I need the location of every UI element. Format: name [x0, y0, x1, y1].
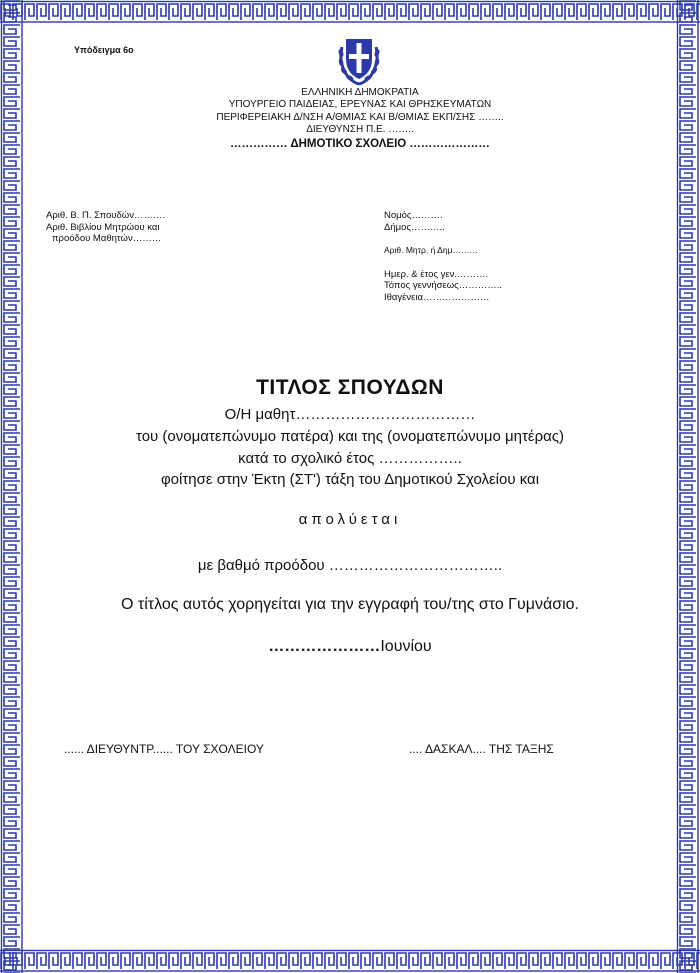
- prefecture-field: Νομός……….: [384, 210, 443, 221]
- country-name: ΕΛΛΗΝΙΚΗ ΔΗΜΟΚΡΑΤΙΑ: [301, 87, 419, 98]
- right-student-fields: [384, 210, 502, 303]
- grade-line: με βαθμό προόδου ……………………………..: [197, 557, 503, 574]
- certificate-title: ΤΙΤΛΟΣ ΣΠΟΥΔΩΝ: [256, 376, 444, 399]
- register-number-field-line1: Αριθ. Βιβλίου Μητρώου και: [46, 221, 160, 233]
- template-label: Υπόδειγμα 6ο: [74, 45, 134, 55]
- school-name: …………… ΔΗΜΟΤΙΚΟ ΣΧΟΛΕΙΟ …………………: [230, 137, 490, 150]
- issue-date-month: Ιουνίου: [380, 638, 432, 655]
- purpose-line: Ο τίτλος αυτός χορηγείται για την εγγραφή του/της στο Γυμνάσιο.: [121, 596, 579, 613]
- greek-key-border-top: [0, 0, 700, 24]
- greek-key-border-bottom: [0, 949, 700, 973]
- teacher-signature-label: .... ΔΑΣΚΑΛ.... ΤΗΣ ΤΑΞΗΣ: [409, 742, 554, 756]
- absolved-statement: απολύεται: [298, 511, 402, 528]
- greek-coat-of-arms-emblem: [336, 33, 382, 87]
- greek-key-border-right: [676, 0, 700, 973]
- school-year-line: κατά το σχολικό έτος ……………..: [238, 450, 462, 467]
- ministry-name: ΥΠΟΥΡΓΕΙΟ ΠΑΙΔΕΙΑΣ, ΕΡΕΥΝΑΣ ΚΑΙ ΘΡΗΣΚΕΥΜΑΤΩΝ: [228, 99, 492, 111]
- birth-date-field: Ημερ. & έτος γεν.……….: [384, 268, 489, 280]
- citizenship-field: Ιθαγένεια…………………: [384, 291, 490, 303]
- certificate-page: [24, 24, 676, 949]
- certificate-number-field: Αριθ. Β. Π. Σπουδών……….: [46, 210, 166, 221]
- attendance-line: φοίτησε στην Έκτη (ΣΤ') τάξη του Δημοτικού Σχολείου και: [160, 471, 540, 488]
- left-record-fields: [46, 210, 165, 245]
- regional-directorate: ΠΕΡΙΦΕΡΕΙΑΚΗ Δ/ΝΣΗ Α/ΘΜΙΑΣ ΚΑΙ Β/ΘΜΙΑΣ ΕΚΠ/ΣΗΣ ……..: [216, 111, 504, 123]
- principal-signature-label: ...... ΔΙΕΥΘΥΝΤΡ...... ΤΟΥ ΣΧΟΛΕΙΟΥ: [64, 742, 264, 756]
- directorate-name: ΔΙΕΥΘΥΝΣΗ Π.Ε. ……..: [306, 124, 414, 136]
- issue-date-line: [24, 638, 676, 656]
- greek-key-border-left: [0, 0, 24, 973]
- municipality-field: Δήμος………..: [384, 221, 445, 233]
- issuer-header: [154, 87, 566, 150]
- registry-number-field: Αριθ. Μητρ. ή Δημ………: [384, 245, 478, 255]
- issue-date-day: …………………: [268, 638, 381, 655]
- student-name-line: Ο/Η μαθητ………………………………: [224, 406, 476, 423]
- parents-line: του (ονοματεπώνυμο πατέρα) και της (ονοματεπώνυμο μητέρας): [135, 428, 564, 445]
- birth-place-field: Τόπος γεννήσεως…………..: [384, 280, 502, 291]
- register-number-field-line2: προόδου Μαθητών………: [52, 233, 162, 244]
